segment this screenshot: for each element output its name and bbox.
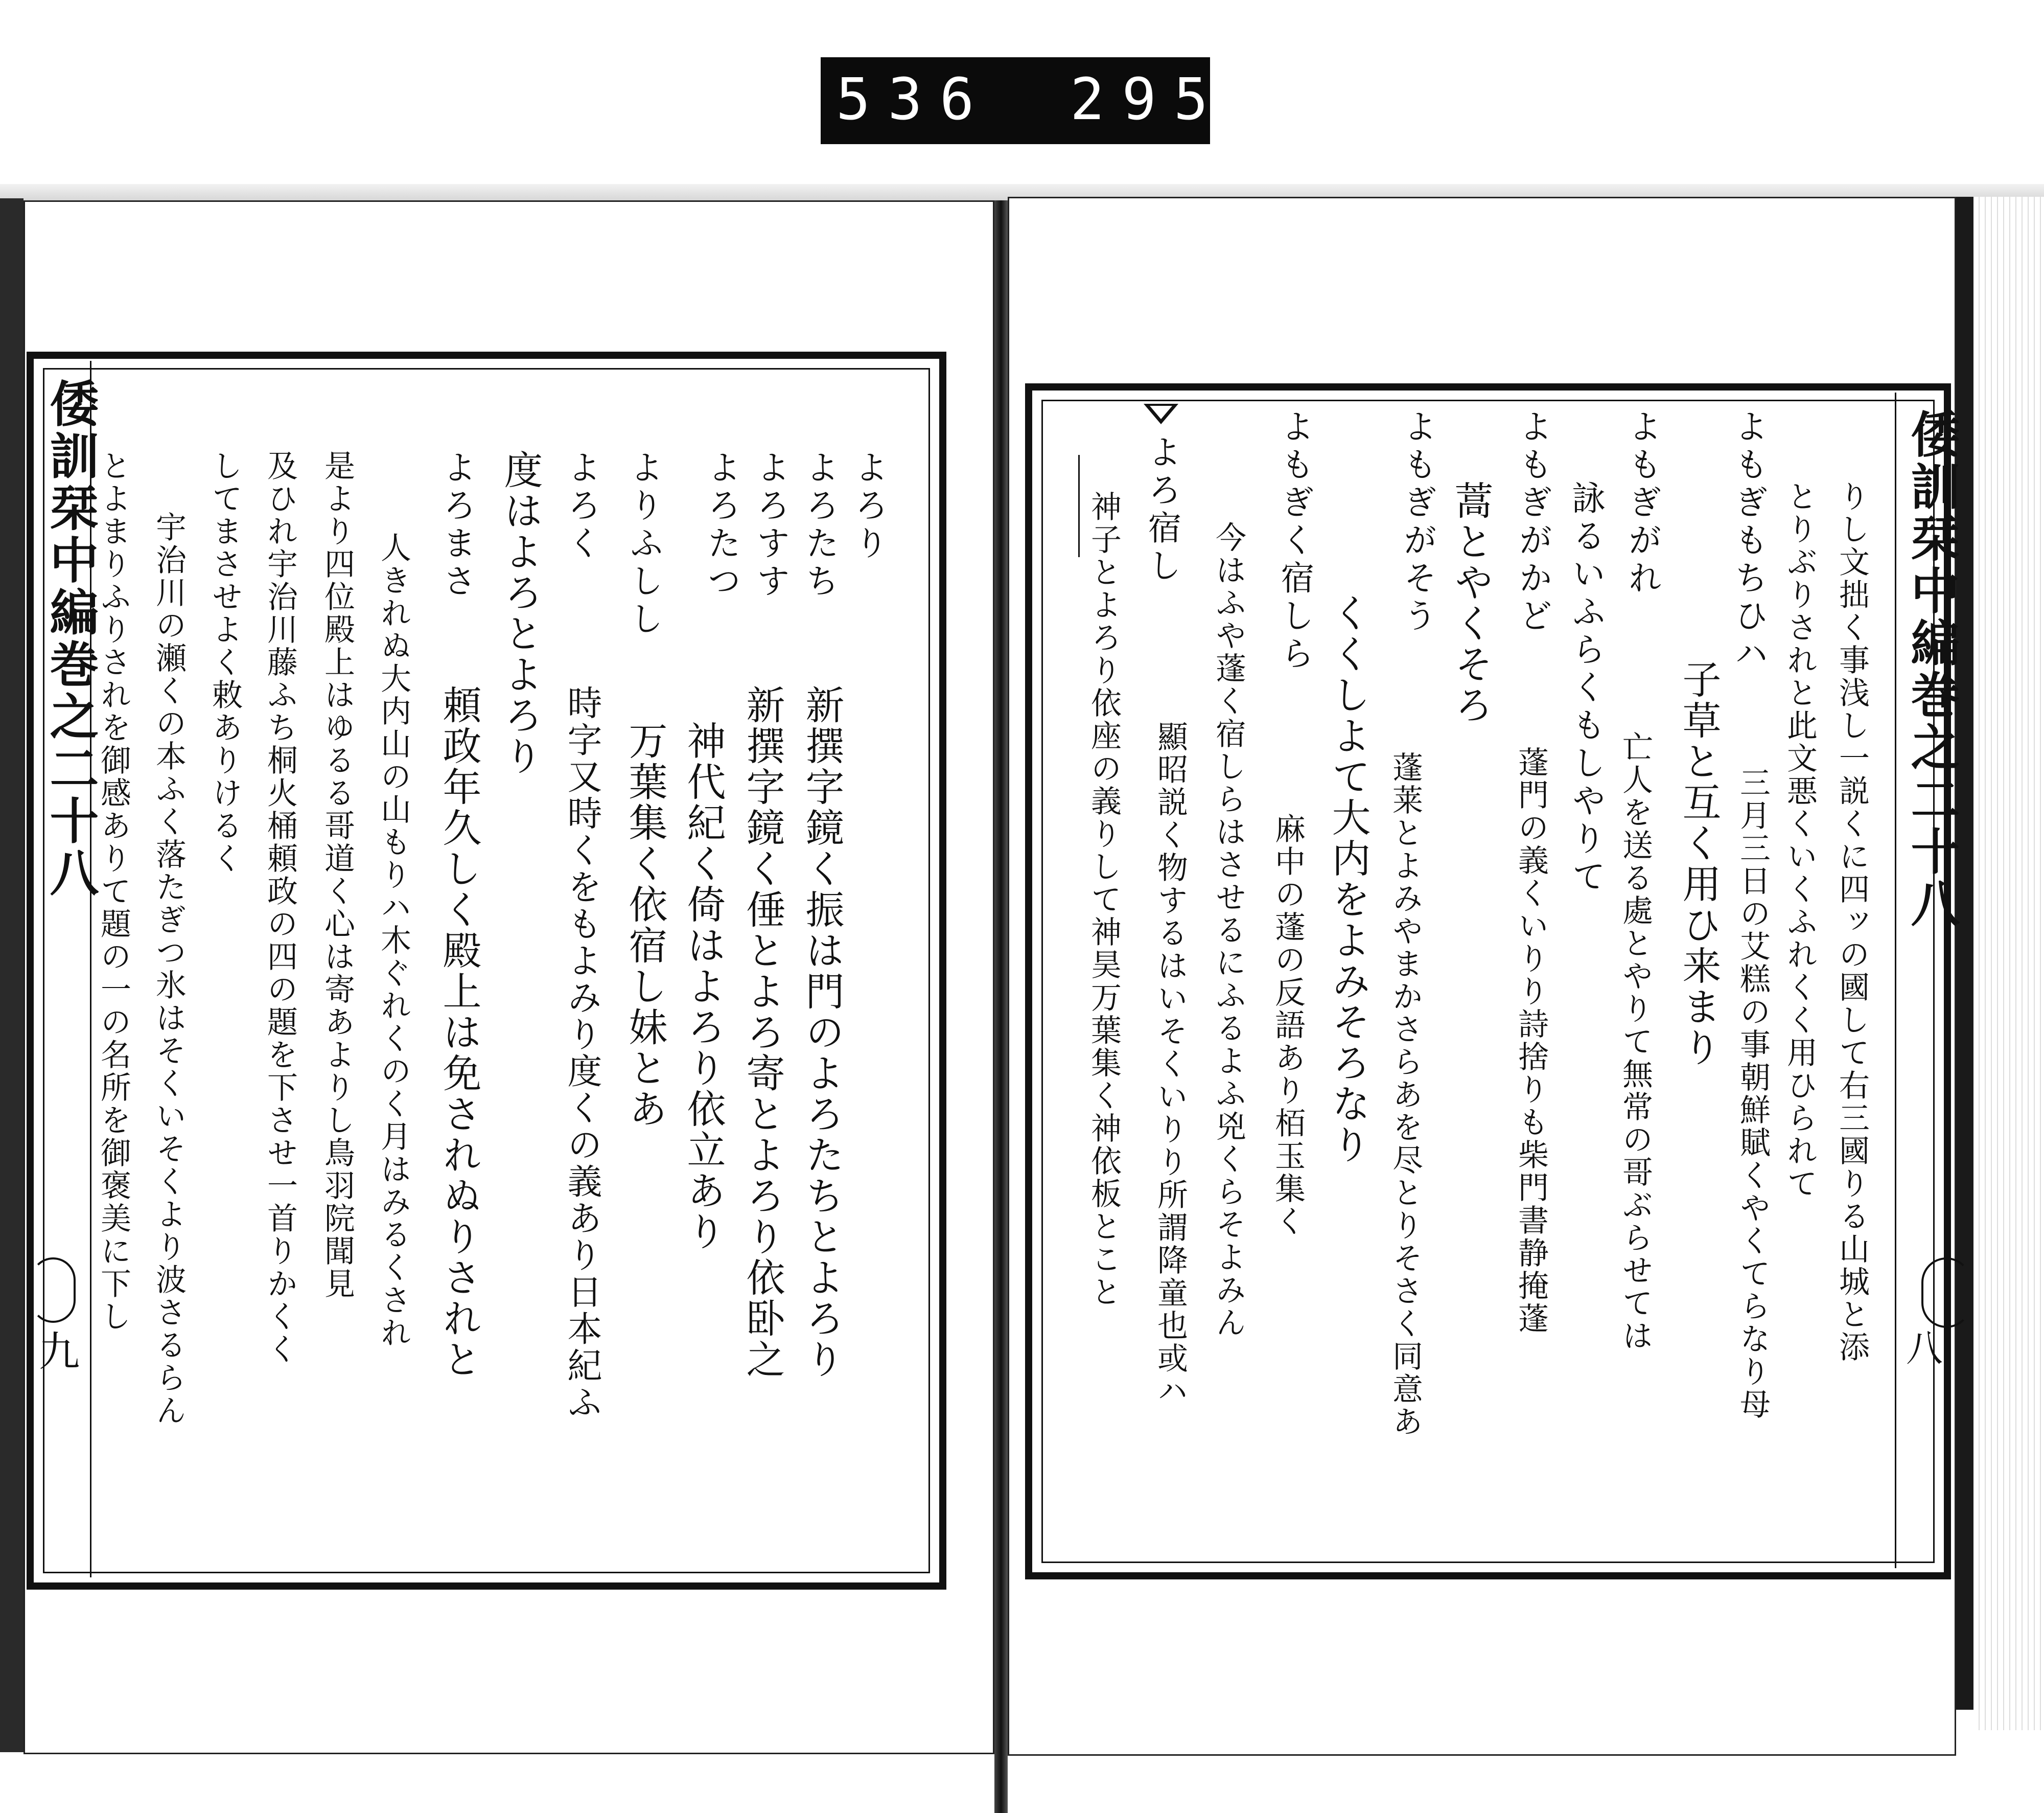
- book-edge-left: [0, 198, 24, 1752]
- left-col-9: 新撰字鏡く振は門のよろたちとよろり: [799, 685, 845, 1380]
- right-col-11: 蒿とやくそろ: [1448, 480, 1494, 726]
- vertical-rule: [1078, 455, 1080, 557]
- right-col-10: 蓬門の義くいりり詩捨りも柴門書静掩蓬: [1513, 746, 1549, 1335]
- right-col-13: 蓬莱とよみやまかさらあを尽とりそさく同意あ: [1387, 751, 1423, 1438]
- right-col-19: 顯昭説く物するはいそくいりり所謂降童也或ハ: [1152, 721, 1188, 1408]
- left-col-7: 度はよろとよろり: [498, 450, 543, 777]
- left-col-5: よりふしし: [624, 450, 663, 639]
- left-col-12: 万葉集く依宿し妹とあ: [622, 721, 668, 1130]
- right-col-14: よもぎく宿しら: [1275, 409, 1314, 674]
- right-col-5: 三月三日の艾糕の事朝鮮賦くやくてらなり母: [1735, 767, 1771, 1421]
- left-col-14: 頼政年久しく殿上は免されぬりされと: [436, 685, 482, 1380]
- left-margin-mark: [31, 1257, 76, 1323]
- left-col-19: 宇治川の瀬くの本ふく落たぎつ氷はそくいそくより波さるらん: [151, 511, 187, 1427]
- film-frame-label: [821, 57, 1278, 144]
- right-col-16: 麻中の蓬の反語あり栢玉集く: [1270, 813, 1306, 1238]
- book-gutter: [994, 200, 1008, 1813]
- film-number-right: 295.: [1070, 66, 1278, 133]
- right-col-18: よろ宿し: [1142, 434, 1181, 586]
- right-col-20: 神子とよろり依座の義りして神昊万葉集く神依板とこと: [1086, 491, 1122, 1309]
- left-page-number: 九: [39, 1328, 80, 1375]
- right-col-1: りし文拙く事浅し一説くに四ッの國して右三國りる山城と添: [1834, 480, 1870, 1364]
- left-col-3: よろすす: [751, 450, 790, 601]
- right-col-6: よもぎがれ: [1622, 409, 1662, 598]
- left-col-8: よろまさ: [437, 450, 476, 601]
- right-col-4: 子草と互く用ひ来まり: [1676, 659, 1722, 1068]
- left-col-10: 新撰字鏡く倕とよろ寄とよろり依卧之: [740, 685, 785, 1380]
- left-col-18: してまさせよく敕ありけるく: [207, 450, 243, 875]
- left-col-16: 是より四位殿上はゆるる哥道く心は寄あよりし鳥羽院聞見: [319, 450, 355, 1300]
- left-page-side-title: 倭訓栞中編巻之二十八: [42, 378, 100, 900]
- right-col-15: くくしよて大内をよみそろなり: [1326, 593, 1371, 1165]
- right-col-7: 亡人を送る處とやりて無常の哥ぶらせては: [1617, 731, 1653, 1352]
- right-col-3: よもぎもちひハ: [1729, 409, 1768, 674]
- right-col-12: よもぎがそう: [1398, 409, 1437, 636]
- left-col-15: 人きれぬ大内山の山もりハ木ぐれくのく月はみるくされ: [376, 532, 411, 1349]
- right-page-side-title: 倭訓栞中編巻之二十八: [1903, 409, 1961, 930]
- film-number-left: 536: [836, 66, 992, 133]
- right-col-17: 今はふや蓬く宿しらはさせるにふるよふ兇くらそよみん: [1211, 521, 1246, 1339]
- left-col-13: 時字又時くをもよみり度くの義あり日本紀ふ: [562, 685, 602, 1421]
- left-col-20: とよまりふりされを御感ありて題の一の名所を御褒美に下し: [96, 450, 131, 1333]
- left-col-4: よろたつ: [702, 450, 741, 601]
- right-col-9: よもぎがかど: [1513, 409, 1552, 636]
- left-col-2: よろたち: [800, 450, 839, 601]
- right-margin-mark: [1921, 1257, 1971, 1328]
- left-col-11: 神代紀く倚はよろり依立あり: [681, 721, 726, 1252]
- fore-edge-right: [1973, 197, 2044, 1730]
- right-col-2: とりぶりされと此文悪くいくふれくく用ひられて: [1782, 480, 1818, 1200]
- left-col-6: よろく: [562, 450, 601, 563]
- right-col-8: 詠るいふらくもしやりて: [1566, 480, 1606, 897]
- left-col-17: 及ひれ宇治川藤ふち桐火桶頼政の四の題を下させ一首りかくく: [262, 450, 298, 1366]
- right-page-number: 八: [1906, 1327, 1943, 1370]
- left-col-1: よろり: [849, 450, 888, 563]
- entry-marker-triangle: [1144, 404, 1178, 424]
